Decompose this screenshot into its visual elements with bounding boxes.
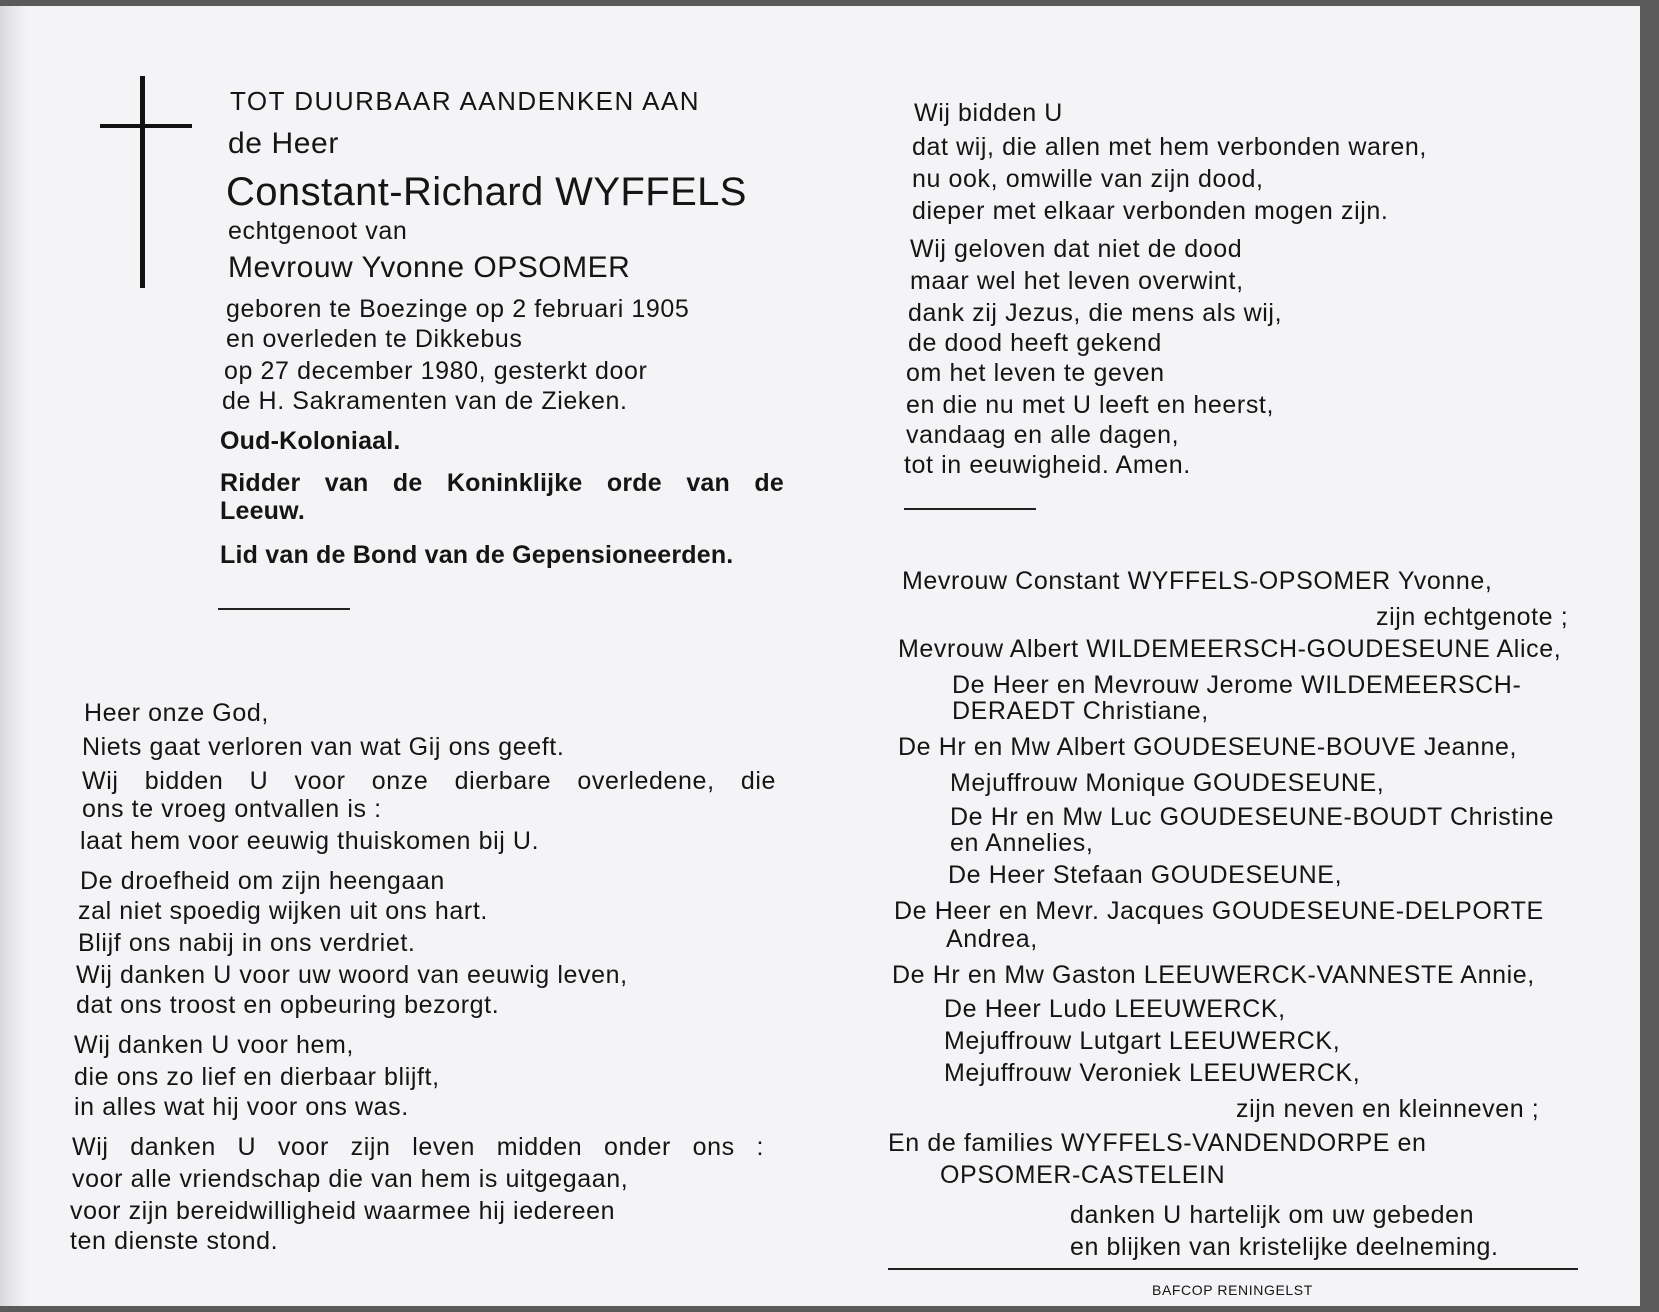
prayer-line: Wij danken U voor hem,	[74, 1031, 354, 1059]
family-line: OPSOMER-CASTELEIN	[940, 1161, 1226, 1189]
deceased-name: Constant-Richard WYFFELS	[226, 170, 747, 214]
family-line: DERAEDT Christiane,	[952, 697, 1209, 725]
prayer-line: laat hem voor eeuwig thuiskomen bij U.	[80, 827, 540, 855]
prayer-line: Niets gaat verloren van wat Gij ons geeft.	[82, 733, 565, 761]
spouse-name: Mevrouw Yvonne OPSOMER	[228, 251, 631, 284]
cross-icon	[140, 76, 145, 288]
prayer-line: Wij bidden U voor onze dierbare overledene, die	[82, 767, 776, 795]
family-line: De Hr en Mw Gaston LEEUWERCK-VANNESTE Annie,	[892, 961, 1535, 989]
prayer-line: De droefheid om zijn heengaan	[80, 867, 445, 895]
prayer-line: Wij danken U voor zijn leven midden onder ons :	[72, 1133, 764, 1161]
bio-line: en overleden te Dikkebus	[226, 325, 523, 353]
bio-line: de H. Sakramenten van de Zieken.	[222, 387, 628, 415]
family-line: en blijken van kristelijke deelneming.	[1070, 1233, 1499, 1261]
prayer-line: om het leven te geven	[906, 359, 1165, 387]
cross-icon-bar	[100, 124, 192, 128]
honor-line: Leeuw.	[220, 497, 306, 525]
family-line: Mejuffrouw Lutgart LEEUWERCK,	[944, 1027, 1341, 1055]
prayer-line: in alles wat hij voor ons was.	[74, 1093, 409, 1121]
prayer-line: de dood heeft gekend	[908, 329, 1162, 357]
prayer-line: tot in eeuwigheid. Amen.	[904, 451, 1191, 479]
prayer-line: Wij danken U voor uw woord van eeuwig leven,	[76, 961, 628, 989]
bio-line: op 27 december 1980, gesterkt door	[224, 357, 648, 385]
prayer-line: voor zijn bereidwilligheid waarmee hij iedereen	[70, 1197, 616, 1225]
spouse-prefix: echtgenoot van	[228, 217, 408, 245]
printer-credit: BAFCOP RENINGELST	[1152, 1282, 1313, 1298]
bio-line: geboren te Boezinge op 2 februari 1905	[226, 295, 690, 323]
prayer-line: die ons zo lief en dierbaar blijft,	[74, 1063, 440, 1091]
prayer-line: zal niet spoedig wijken uit ons hart.	[78, 897, 488, 925]
family-line: Mevrouw Albert WILDEMEERSCH-GOUDESEUNE Alice,	[898, 635, 1562, 663]
prayer-line: dat wij, die allen met hem verbonden waren,	[912, 133, 1427, 161]
family-line: De Heer Stefaan GOUDESEUNE,	[948, 861, 1343, 889]
prayer-line: nu ook, omwille van zijn dood,	[912, 165, 1264, 193]
honor-line: Ridder van de Koninklijke orde van de	[220, 469, 784, 497]
prayer-line: Wij bidden U	[914, 99, 1063, 127]
prayer-line: dat ons troost en opbeuring bezorgt.	[76, 991, 500, 1019]
family-line: De Heer en Mevr. Jacques GOUDESEUNE-DELPORTE	[894, 897, 1544, 925]
family-line: En de families WYFFELS-VANDENDORPE en	[888, 1129, 1427, 1157]
prayer-line: dieper met elkaar verbonden mogen zijn.	[912, 197, 1389, 225]
family-line: De Hr en Mw Albert GOUDESEUNE-BOUVE Jeanne,	[898, 733, 1518, 761]
family-line: Mejuffrouw Veroniek LEEUWERCK,	[944, 1059, 1361, 1087]
honor-line: Lid van de Bond van de Gepensioneerden.	[220, 541, 734, 569]
memorial-card	[0, 6, 1640, 1306]
family-line: Mejuffrouw Monique GOUDESEUNE,	[950, 769, 1385, 797]
memorial-heading: TOT DUURBAAR AANDENKEN AAN	[230, 86, 701, 116]
prayer-line: maar wel het leven overwint,	[910, 267, 1244, 295]
family-line: De Heer Ludo LEEUWERCK,	[944, 995, 1286, 1023]
title-prefix: de Heer	[228, 127, 339, 160]
divider	[218, 608, 350, 610]
prayer-line: voor alle vriendschap die van hem is uitgegaan,	[72, 1165, 629, 1193]
family-line: danken U hartelijk om uw gebeden	[1070, 1201, 1475, 1229]
family-line: Mevrouw Constant WYFFELS-OPSOMER Yvonne,	[902, 567, 1493, 595]
prayer-line: vandaag en alle dagen,	[906, 421, 1180, 449]
honor-line: Oud-Koloniaal.	[220, 427, 401, 455]
family-line: De Heer en Mevrouw Jerome WILDEMEERSCH-	[952, 671, 1522, 699]
prayer-line: en die nu met U leeft en heerst,	[906, 391, 1275, 419]
family-line: en Annelies,	[950, 829, 1094, 857]
family-line: zijn neven en kleinneven ;	[1236, 1095, 1540, 1123]
prayer-line: ons te vroeg ontvallen is :	[82, 795, 382, 823]
prayer-line: Heer onze God,	[84, 699, 269, 727]
prayer-line: Wij geloven dat niet de dood	[910, 235, 1243, 263]
divider	[888, 1268, 1578, 1270]
prayer-line: ten dienste stond.	[70, 1227, 279, 1255]
prayer-line: dank zij Jezus, die mens als wij,	[908, 299, 1283, 327]
divider	[904, 508, 1036, 510]
family-line: zijn echtgenote ;	[1376, 603, 1569, 631]
prayer-line: Blijf ons nabij in ons verdriet.	[78, 929, 416, 957]
family-line: De Hr en Mw Luc GOUDESEUNE-BOUDT Christine	[950, 803, 1555, 831]
family-line: Andrea,	[946, 925, 1038, 953]
